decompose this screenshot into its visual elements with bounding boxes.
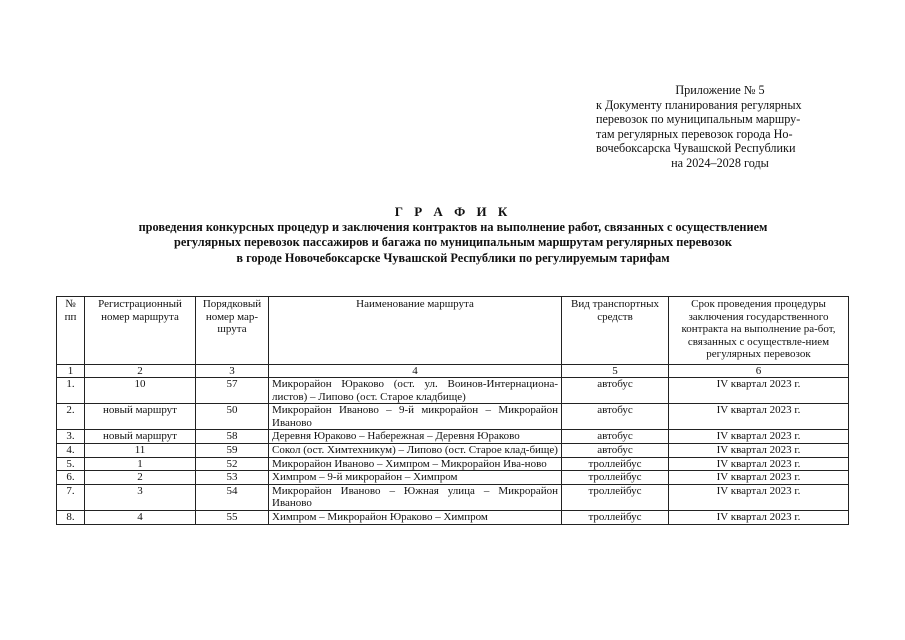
column-number: 4 [269, 365, 562, 378]
header-cell: Порядковый номер мар-шрута [196, 297, 269, 365]
route-order-number: 55 [196, 510, 269, 524]
route-order-number: 53 [196, 471, 269, 485]
header-cell: Вид транспортных средств [562, 297, 669, 365]
document-subtitle-line: в городе Новочебоксарске Чувашской Республики по регулируемым тарифам [236, 250, 670, 265]
registration-number: 3 [85, 484, 196, 510]
route-name: Сокол (ост. Химтехникум) – Липово (ост. Старое клад-бище) [269, 443, 562, 457]
registration-number: 1 [85, 457, 196, 471]
vehicle-type: троллейбус [562, 484, 669, 510]
table-row [57, 443, 849, 457]
procedure-term: IV квартал 2023 г. [669, 510, 849, 524]
row-number: 2. [57, 404, 85, 430]
registration-number: 2 [85, 471, 196, 485]
route-name: Химпром – Микрорайон Юраково – Химпром [269, 510, 562, 524]
vehicle-type: троллейбус [562, 510, 669, 524]
row-number: 5. [57, 457, 85, 471]
table-row [57, 404, 849, 430]
appendix-line: вочебоксарска Чувашской Республики [596, 141, 796, 156]
route-name: Микрорайон Юраково (ост. ул. Воинов-Интернациона-листов) – Липово (ост. Старое кладбище) [269, 378, 562, 404]
column-number: 5 [562, 365, 669, 378]
procedure-term: IV квартал 2023 г. [669, 484, 849, 510]
table-row [57, 484, 849, 510]
document-subtitle-line: регулярных перевозок пассажиров и багажа по муниципальным маршрутам регулярных перевозок [174, 235, 732, 250]
route-name: Микрорайон Иваново – Химпром – Микрорайон Ива-ново [269, 457, 562, 471]
procedure-term: IV квартал 2023 г. [669, 404, 849, 430]
header-cell: Регистрационный номер маршрута [85, 297, 196, 365]
row-number: 6. [57, 471, 85, 485]
appendix-line: там регулярных перевозок города Но- [596, 126, 793, 141]
row-number: 1. [57, 378, 85, 404]
route-order-number: 52 [196, 457, 269, 471]
route-name: Микрорайон Иваново – 9-й микрорайон – Микрорайон Иваново [269, 404, 562, 430]
route-order-number: 57 [196, 378, 269, 404]
column-number-row [57, 365, 849, 378]
route-order-number: 54 [196, 484, 269, 510]
column-number: 2 [85, 365, 196, 378]
table-row [57, 471, 849, 485]
row-number: 3. [57, 430, 85, 444]
appendix-line: к Документу планирования регулярных [596, 97, 802, 112]
vehicle-type: троллейбус [562, 457, 669, 471]
vehicle-type: автобус [562, 378, 669, 404]
procedure-term: IV квартал 2023 г. [669, 457, 849, 471]
header-cell: № пп [57, 297, 85, 365]
vehicle-type: автобус [562, 443, 669, 457]
column-number: 6 [669, 365, 849, 378]
appendix-line: на 2024–2028 годы [671, 155, 769, 170]
procedure-term: IV квартал 2023 г. [669, 378, 849, 404]
appendix-title: Приложение № 5 [675, 83, 765, 97]
registration-number: новый маршрут [85, 430, 196, 444]
procedure-term: IV квартал 2023 г. [669, 471, 849, 485]
appendix-line: перевозок по муниципальным маршру- [596, 112, 801, 127]
route-order-number: 58 [196, 430, 269, 444]
vehicle-type: автобус [562, 404, 669, 430]
registration-number: 4 [85, 510, 196, 524]
route-name: Химпром – 9-й микрорайон – Химпром [269, 471, 562, 485]
header-cell: Срок проведения процедуры заключения государственного контракта на выполнение ра-бот, связанных с осуществле-нием регулярных перевозок [669, 297, 849, 365]
vehicle-type: троллейбус [562, 471, 669, 485]
table-row [57, 378, 849, 404]
route-name: Деревня Юраково – Набережная – Деревня Юраково [269, 430, 562, 444]
header-cell: Наименование маршрута [269, 297, 562, 365]
appendix-block [596, 83, 844, 171]
registration-number: 10 [85, 378, 196, 404]
registration-number: 11 [85, 443, 196, 457]
column-number: 3 [196, 365, 269, 378]
route-name: Микрорайон Иваново – Южная улица – Микрорайон Иваново [269, 484, 562, 510]
column-number: 1 [57, 365, 85, 378]
procedure-term: IV квартал 2023 г. [669, 443, 849, 457]
document-subtitle-line: проведения конкурсных процедур и заключения контрактов на выполнение работ, связанных с осуществлением [138, 220, 768, 234]
document-title: Г Р А Ф И К [394, 204, 512, 219]
row-number: 4. [57, 443, 85, 457]
schedule-table [56, 296, 849, 525]
route-order-number: 59 [196, 443, 269, 457]
table-row [57, 457, 849, 471]
registration-number: новый маршрут [85, 404, 196, 430]
table-row [57, 510, 849, 524]
route-order-number: 50 [196, 404, 269, 430]
row-number: 7. [57, 484, 85, 510]
table-row [57, 430, 849, 444]
table-header-row [57, 297, 849, 365]
procedure-term: IV квартал 2023 г. [669, 430, 849, 444]
document-heading [60, 203, 846, 266]
row-number: 8. [57, 510, 85, 524]
vehicle-type: автобус [562, 430, 669, 444]
